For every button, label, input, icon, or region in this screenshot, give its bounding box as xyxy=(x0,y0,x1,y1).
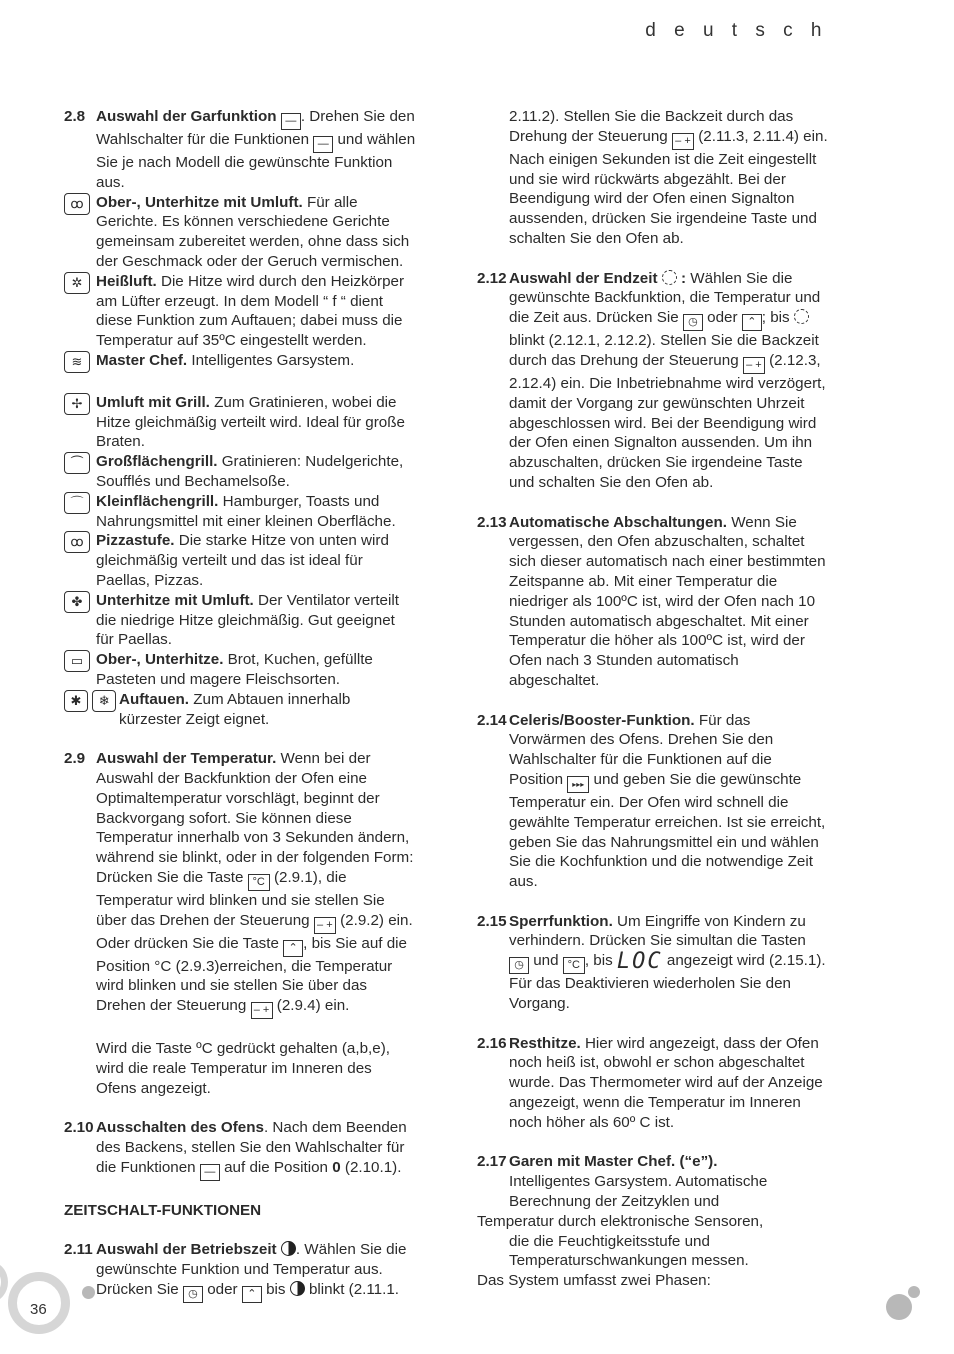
function-title: Ober-, Unterhitze. xyxy=(96,651,224,669)
zero-position-icon: 0 xyxy=(332,1158,341,1176)
section-2-9: 2.9 Auswahl der Temperatur. Wenn bei der Auswahl der Backfunktion der Ofen eine Optimaltemperatur vorschlägt, beginnt der Backvorgang sofort. Sie können diese Temperatur innerhalb von 3 Sekunden ändern, während sie blinkt, oder in der folgenden Form: Drücken Sie die Taste °C (2.9.1), die Temperatur wird blinken und sie stellen Sie über das Drehen der Steuerung – + (2.9.2) ein. Oder drücken Sie die Taste ⌃ , bis Sie auf die Position °C (2.9.3)erreichen, die Temperatur wird blinken und sie stellen Sie über das Drehen der Steuerung – + (2.9.4) ein. Wird die Taste ºC gedrückt gehalten (a,b,e), wird die reale Temperatur im Inneren des Ofens angezeigt. xyxy=(64,749,416,1118)
end-time-icon xyxy=(794,309,809,324)
decorative-dot xyxy=(82,1286,95,1299)
function-text: Die starke Hitze von unten wird gleichmäßig verteilt und das ist ideal für Paellas, Pizzas. xyxy=(96,532,389,589)
function-item xyxy=(64,650,416,690)
celsius-position-icon: °C xyxy=(154,957,172,975)
right-column xyxy=(477,107,829,1291)
function-title: Umluft mit Grill. xyxy=(96,393,210,411)
function-title: Ober-, Unterhitze mit Umluft. xyxy=(96,193,303,211)
function-text: Intelligentes Garsystem. xyxy=(187,351,355,369)
section-number: 2.9 xyxy=(64,750,86,768)
function-item xyxy=(64,193,416,272)
function-item xyxy=(64,531,416,590)
section-2-8 xyxy=(64,107,416,193)
function-defrost xyxy=(64,690,416,730)
function-text: Gratinieren: Nudelgerichte, Soufflés und Bechamelsoße. xyxy=(96,453,404,490)
up-button-icon: ⌃ xyxy=(242,1286,262,1303)
function-item xyxy=(64,393,416,452)
decorative-dot xyxy=(886,1294,912,1320)
fan-top-bottom-icon: ꝏ xyxy=(64,193,90,215)
function-selector-icon: — xyxy=(313,136,333,153)
function-item xyxy=(64,351,416,373)
function-text: Der Ventilator verteilt die niedrige Hitze gleichmäßig. Gut geeignet für Paellas. xyxy=(96,591,399,649)
plus-minus-control-icon: – + xyxy=(251,1002,273,1019)
section-2-17: 2.17 Garen mit Master Chef. (“e”). Intelligentes Garsystem. Automatische Berechnung der Zeitzyklen und Temperatur durch elektronische Sensoren, die die Feuchtigkeitsstufe und Temperaturschwankungen messen. Das System umfasst zwei Phasen: xyxy=(477,1153,768,1290)
section-number: 2.10 xyxy=(64,1119,94,1137)
function-item xyxy=(64,492,416,532)
section-2-12: 2.12 Auswahl der Endzeit : Wählen Sie die gewünschte Backfunktion, die Temperatur und die Zeit aus. Drücken Sie ◷ oder ⌃ ; bis blinkt (2.12.1, 2.12.2). Stellen Sie die Backzeit durch das Drehung der Steuerung – + (2.12.3, 2.12.4) ein. Die Inbetriebnahme wird verzögert, damit der Vorgang zur gewünschten Uhrzeit abgeschlossen wird. Bei der Beendigung wird der Ofen einen Signalton aussenden. Um ihn abzuschalten, drücken Sie irgendeine Taste und schalten Sie den Ofen ab. xyxy=(477,269,826,491)
clock-button-icon: ◷ xyxy=(683,314,703,331)
section-number: 2.12 xyxy=(477,269,507,287)
section-2-15: 2.15 Sperrfunktion. Um Eingriffe von Kindern zu verhindern. Drücken Sie simultan die Tasten ◷ und °C , bis LOC angezeigt wird (2.15.1). Für das Deaktivieren wiederholen Sie den Vorgang. xyxy=(477,912,826,1013)
function-item xyxy=(64,452,416,492)
function-title: Auftauen. xyxy=(119,690,190,708)
large-grill-icon: ⏜ xyxy=(64,452,90,474)
left-column xyxy=(64,107,416,1303)
function-text: Die Hitze wird durch den Heizkörper am Lüfter erzeugt. In dem Modell “ f “ dient diese Funktion zum Auftauen; dabei muss die Temperatur auf 35ºC eingestellt werden. xyxy=(96,272,405,350)
function-selector-icon: — xyxy=(281,113,301,130)
section-note: Wird die Taste ºC gedrückt gehalten (a,b,e), wird die reale Temperatur im Inneren des Ofens angezeigt. xyxy=(96,1040,390,1097)
section-title: Celeris/Booster-Funktion. xyxy=(509,711,695,729)
function-item xyxy=(64,272,416,351)
up-button-icon: ⌃ xyxy=(742,314,762,331)
decorative-dot xyxy=(908,1286,920,1298)
plus-minus-control-icon: – + xyxy=(314,917,336,934)
duration-icon xyxy=(281,1241,296,1256)
function-title: Großflächengrill. xyxy=(96,453,218,471)
section-body: Auswahl der Garfunktion — . Drehen Sie den Wahlschalter für die Funktionen — und wählen Sie je nach Modell die gewünschte Funktion aus. xyxy=(96,108,416,191)
section-title: Auswahl der Betriebszeit xyxy=(96,1241,277,1259)
end-time-icon xyxy=(662,270,677,285)
pizza-stage-icon: ꝏ xyxy=(64,531,90,553)
section-number: 2.13 xyxy=(477,513,507,531)
section-number: 2.15 xyxy=(477,912,507,930)
small-grill-icon: ⌒ xyxy=(64,492,90,514)
function-text: Für alle Gerichte. Es können verschiedene Gerichte gemeinsam zubereitet werden, ohne dass sich der Geschmack oder der Geruch vermischen. xyxy=(96,193,410,270)
section-title: Auswahl der Endzeit xyxy=(509,269,658,287)
section-2-16: 2.16 Resthitze. Hier wird angezeigt, dass der Ofen noch heiß ist, obwohl er schon abgeschaltet wurde. Das Thermometer wird auf der Anzeige angezeigt, wenn die Temperatur im Inneren noch höher als 60º C ist. xyxy=(477,1034,823,1131)
function-title: Kleinflächengrill. xyxy=(96,492,219,510)
celsius-button-icon: °C xyxy=(563,957,585,974)
function-selector-icon: — xyxy=(200,1164,220,1181)
section-title: Automatische Abschaltungen. xyxy=(509,513,727,531)
function-title: Heißluft. xyxy=(96,272,157,290)
function-item xyxy=(64,591,416,650)
section-2-13: 2.13 Automatische Abschaltungen. Wenn Sie vergessen, den Ofen abzuschalten, schaltet sich dieser automatisch nach einer bestimmten Zeitspanne ab. Mit einer Temperatur die niedriger als 100ºC ist, wird der Ofen nach 10 Stunden automatisch abgeschaltet. Mit einer Temperatur die höher als 100ºC ist, wird der Ofen nach 3 Stunden automatisch abgeschaltet. xyxy=(477,513,826,689)
bottom-fan-icon: ✤ xyxy=(64,591,90,613)
plus-minus-control-icon: – + xyxy=(743,357,765,374)
function-title: Unterhitze mit Umluft. xyxy=(96,591,254,609)
section-2-14: 2.14 Celeris/Booster-Funktion. Für das Vorwärmen des Ofens. Drehen Sie den Wahlschalter für die Funktionen auf die Position ▸▸▸ und geben Sie die gewünschte Temperatur ein. Der Ofen wird schnell die gewählte Temperatur erreichen. Ist sie erreicht, geben Sie das Nahrungsmittel ein und wählen Sie die Kochfunktion und die notwendige Zeit aus. xyxy=(477,711,826,891)
defrost-icon: ❄ xyxy=(92,690,116,712)
defrost-drop-icon: ✱ xyxy=(64,690,88,712)
page-number: 36 xyxy=(30,1301,47,1318)
master-chef-icon: ≋ xyxy=(64,351,90,373)
section-number: 2.16 xyxy=(477,1034,507,1052)
section-title: Ausschalten des Ofens xyxy=(96,1119,264,1137)
fan-grill-icon: ✢ xyxy=(64,393,90,415)
section-number: 2.11 xyxy=(64,1241,93,1259)
section-title: Sperrfunktion. xyxy=(509,912,613,930)
section-title: Auswahl der Temperatur. xyxy=(96,750,277,768)
function-title: Pizzastufe. xyxy=(96,532,175,550)
function-text: Zum Gratinieren, wobei die Hitze gleichmäßig verteilt wird. Ideal für große Braten. xyxy=(96,393,405,451)
section-number: 2.17 xyxy=(477,1153,507,1171)
section-title: Garen mit Master Chef. (“e”). xyxy=(509,1153,718,1171)
clock-button-icon: ◷ xyxy=(183,1286,203,1303)
section-title: Resthitze. xyxy=(509,1034,581,1052)
decorative-ring xyxy=(0,1262,8,1302)
function-text: Brot, Kuchen, gefüllte Pasteten und magere Fleischsorten. xyxy=(96,651,373,688)
function-text: Hamburger, Toasts und Nahrungsmittel mit einer kleinen Oberfläche. xyxy=(96,492,396,530)
section-number: 2.8 xyxy=(64,108,86,125)
celsius-button-icon: °C xyxy=(248,874,270,891)
plus-minus-control-icon: – + xyxy=(672,133,694,150)
hot-air-fan-icon: ✲ xyxy=(64,272,90,294)
clock-button-icon: ◷ xyxy=(509,957,529,974)
section-title: Auswahl der Garfunktion xyxy=(96,108,277,125)
section-2-11-continued: 2.11.2). Stellen Sie die Backzeit durch das Drehung der Steuerung – + (2.11.3, 2.11.4) ein. Nach einigen Sekunden ist die Zeit eingestellt und sie wird rückwärts abgezählt. Bei der Beendigung wird der Ofen einen Signalton aussenden, drücken Sie irgendeine Taste und schalten Sie den Ofen ab. xyxy=(509,108,828,247)
section-number: 2.14 xyxy=(477,711,507,729)
booster-position-icon: ▸▸▸ xyxy=(567,776,589,793)
timer-functions-heading: ZEITSCHALT-FUNKTIONEN xyxy=(64,1201,262,1219)
function-text: Zum Abtauen innerhalb kürzester Zeigt eignet. xyxy=(119,690,351,728)
language-label: d e u t s c h xyxy=(645,20,828,41)
section-2-11: 2.11 Auswahl der Betriebszeit . Wählen Sie die gewünschte Funktion und Temperatur aus. Drücken Sie ◷ oder ⌃ bis blinkt (2.11.1. xyxy=(64,1240,416,1303)
lock-display-text: LOC xyxy=(616,949,663,975)
section-2-10: 2.10 Ausschalten des Ofens. Nach dem Beenden des Backens, stellen Sie den Wahlschalter für die Funktionen — auf die Position 0 (2.10.1). xyxy=(64,1118,416,1181)
function-list xyxy=(64,193,416,690)
duration-icon xyxy=(290,1281,305,1296)
top-bottom-heat-icon: ▭ xyxy=(64,650,90,672)
up-button-icon: ⌃ xyxy=(283,940,303,957)
function-title: Master Chef. xyxy=(96,351,188,369)
